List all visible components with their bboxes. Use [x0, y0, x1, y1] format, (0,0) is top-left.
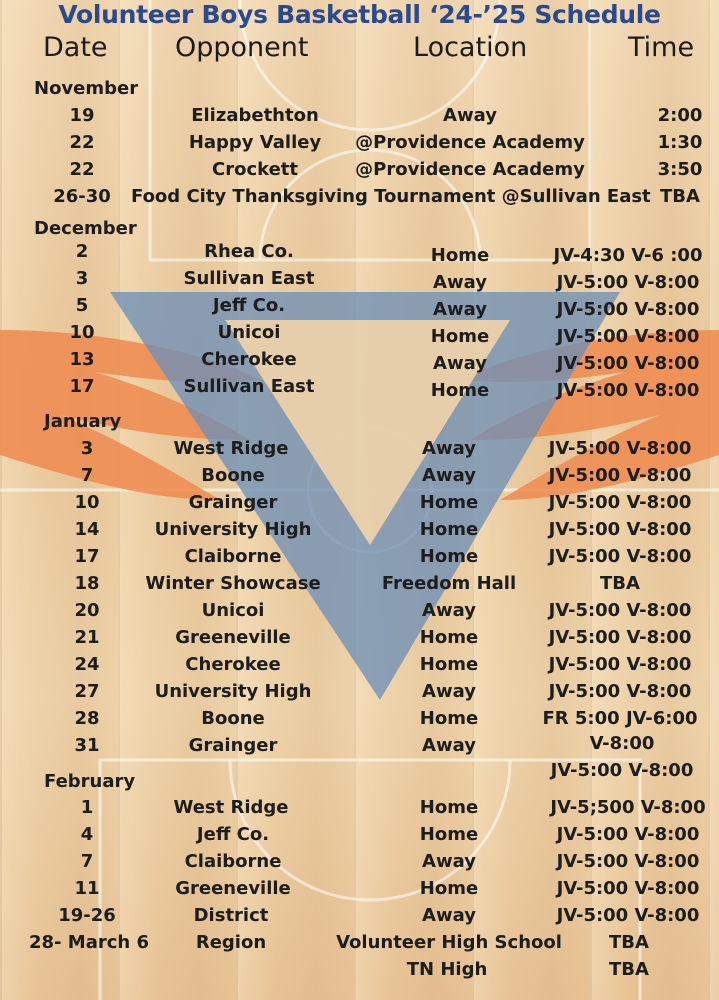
game-location: Away — [422, 735, 476, 756]
game-time: JV-5:00 V-8:00 — [548, 519, 692, 540]
game-time: JV-5:00 V-8:00 — [556, 851, 700, 872]
header-time: Time — [628, 32, 695, 63]
game-date: 11 — [74, 878, 100, 899]
game-date: 18 — [74, 573, 100, 594]
game-location: Volunteer High School — [336, 932, 562, 953]
game-date: 19 — [69, 105, 95, 126]
game-opponent: Unicoi — [201, 600, 265, 621]
game-opponent: West Ridge — [173, 797, 289, 818]
game-location: Home — [419, 797, 479, 818]
game-location: Away — [422, 465, 476, 486]
game-opponent: Rhea Co. — [204, 241, 294, 262]
game-opponent: Unicoi — [217, 322, 281, 343]
game-location: Home — [430, 326, 490, 347]
game-date: 17 — [69, 376, 95, 397]
game-opponent: Sullivan East — [183, 376, 315, 397]
game-location: Home — [419, 824, 479, 845]
game-date: 28- March 6 — [29, 932, 149, 953]
game-time: JV-5:00 V-8:00 — [556, 905, 700, 926]
game-opponent: Cherokee — [201, 349, 297, 370]
game-location: Away — [422, 438, 476, 459]
game-date: 13 — [69, 349, 95, 370]
game-time: JV-5:00 V-8:00 — [556, 824, 700, 845]
game-opponent: Happy Valley — [188, 132, 322, 153]
game-opponent: Winter Showcase — [145, 573, 321, 594]
game-location: Away — [443, 105, 497, 126]
game-location: Home — [419, 546, 479, 567]
game-date: 22 — [69, 132, 95, 153]
game-opponent: Crockett — [211, 159, 299, 180]
game-location: Home — [419, 492, 479, 513]
game-date: 10 — [69, 322, 95, 343]
game-time: V-8:00 — [589, 733, 655, 754]
game-date: 27 — [74, 681, 100, 702]
game-date: 14 — [74, 519, 100, 540]
game-opponent: District — [193, 905, 269, 926]
game-location: Away — [422, 905, 476, 926]
month-february: February — [44, 771, 136, 792]
schedule-title: Volunteer Boys Basketball ‘24-’25 Schedule — [58, 0, 661, 29]
game-time: JV-5:00 V-8:00 — [556, 380, 700, 401]
game-time: JV-5:00 V-8:00 — [556, 353, 700, 374]
game-date: 26-30 — [53, 186, 111, 207]
game-location: Home — [419, 708, 479, 729]
game-location: Home — [430, 245, 490, 266]
game-time: TBA — [609, 959, 649, 980]
game-location: @Providence Academy — [355, 132, 585, 153]
game-opponent: Greeneville — [175, 878, 291, 899]
game-opponent: Claiborne — [184, 546, 282, 567]
game-date: 31 — [74, 735, 100, 756]
game-opponent: Boone — [201, 708, 265, 729]
game-time: JV-5:00 V-8:00 — [556, 299, 700, 320]
month-january: January — [44, 411, 122, 432]
game-time: JV-5:00 V-8:00 — [548, 600, 692, 621]
game-opponent: University High — [154, 519, 312, 540]
game-location: Home — [419, 627, 479, 648]
game-time: JV-5:00 V-8:00 — [556, 272, 700, 293]
game-time: TBA — [609, 932, 649, 953]
game-opponent: Greeneville — [175, 627, 291, 648]
game-time: JV-5:00 V-8:00 — [548, 438, 692, 459]
game-time: 3:50 — [657, 159, 703, 180]
game-time: TBA — [660, 186, 700, 207]
game-location: Home — [430, 380, 490, 401]
game-time: TBA — [600, 573, 640, 594]
game-date: 5 — [75, 295, 89, 316]
game-location: Away — [433, 299, 487, 320]
game-date: 17 — [74, 546, 100, 567]
game-time: JV-5;500 V-8:00 — [550, 797, 706, 818]
game-opponent: Grainger — [188, 735, 278, 756]
game-date: 7 — [80, 851, 94, 872]
game-opponent: Jeff Co. — [196, 824, 270, 845]
game-date: 19-26 — [58, 905, 116, 926]
game-date: 1 — [80, 797, 94, 818]
game-time: JV-5:00 V-8:00 — [548, 681, 692, 702]
game-time: JV-4:30 V-6 :00 — [553, 245, 703, 266]
header-location: Location — [413, 32, 528, 63]
game-time: JV-5:00 V-8:00 — [556, 326, 700, 347]
game-opponent: Boone — [201, 465, 265, 486]
game-opponent: Cherokee — [185, 654, 281, 675]
game-time: 2:00 — [657, 105, 703, 126]
game-date: 28 — [74, 708, 100, 729]
game-time: JV-5:00 V-8:00 — [556, 878, 700, 899]
game-time: JV-5:00 V-8:00 — [548, 546, 692, 567]
game-date: 24 — [74, 654, 100, 675]
game-date: 20 — [74, 600, 100, 621]
game-opponent: University High — [154, 681, 312, 702]
game-date: 3 — [75, 268, 89, 289]
game-time: JV-5:00 V-8:00 — [548, 627, 692, 648]
game-time: JV-5:00 V-8:00 — [548, 492, 692, 513]
game-opponent: Region — [195, 932, 267, 953]
game-location: TN High — [406, 959, 488, 980]
game-opponent: West Ridge — [173, 438, 289, 459]
game-location: Away — [433, 353, 487, 374]
game-opponent: Elizabethton — [191, 105, 319, 126]
game-location: Freedom Hall — [381, 573, 517, 594]
game-opponent: Sullivan East — [183, 268, 315, 289]
game-date: 3 — [80, 438, 94, 459]
month-december: December — [34, 218, 137, 239]
game-location: @Providence Academy — [355, 159, 585, 180]
game-location: Away — [433, 272, 487, 293]
game-time: JV-5:00 V-8:00 — [548, 465, 692, 486]
game-date: 2 — [75, 241, 89, 262]
game-time-extra: JV-5:00 V-8:00 — [550, 760, 694, 781]
header-date: Date — [43, 32, 108, 63]
game-date: 4 — [80, 824, 94, 845]
game-opponent: Grainger — [188, 492, 278, 513]
game-location: Home — [419, 878, 479, 899]
tournament-event: Food City Thanksgiving Tournament @Sullivan East — [131, 186, 651, 207]
game-opponent: Claiborne — [184, 851, 282, 872]
game-date: 21 — [74, 627, 100, 648]
game-location: Home — [419, 654, 479, 675]
game-time: 1:30 — [657, 132, 703, 153]
month-november: November — [34, 78, 139, 99]
game-location: Away — [422, 600, 476, 621]
game-date: 10 — [74, 492, 100, 513]
game-location: Away — [422, 681, 476, 702]
game-location: Away — [422, 851, 476, 872]
game-time: JV-5:00 V-8:00 — [548, 654, 692, 675]
game-date: 7 — [80, 465, 94, 486]
game-date: 22 — [69, 159, 95, 180]
header-opponent: Opponent — [175, 32, 309, 63]
game-time: FR 5:00 JV-6:00 — [542, 708, 698, 729]
game-location: Home — [419, 519, 479, 540]
game-opponent: Jeff Co. — [212, 295, 286, 316]
